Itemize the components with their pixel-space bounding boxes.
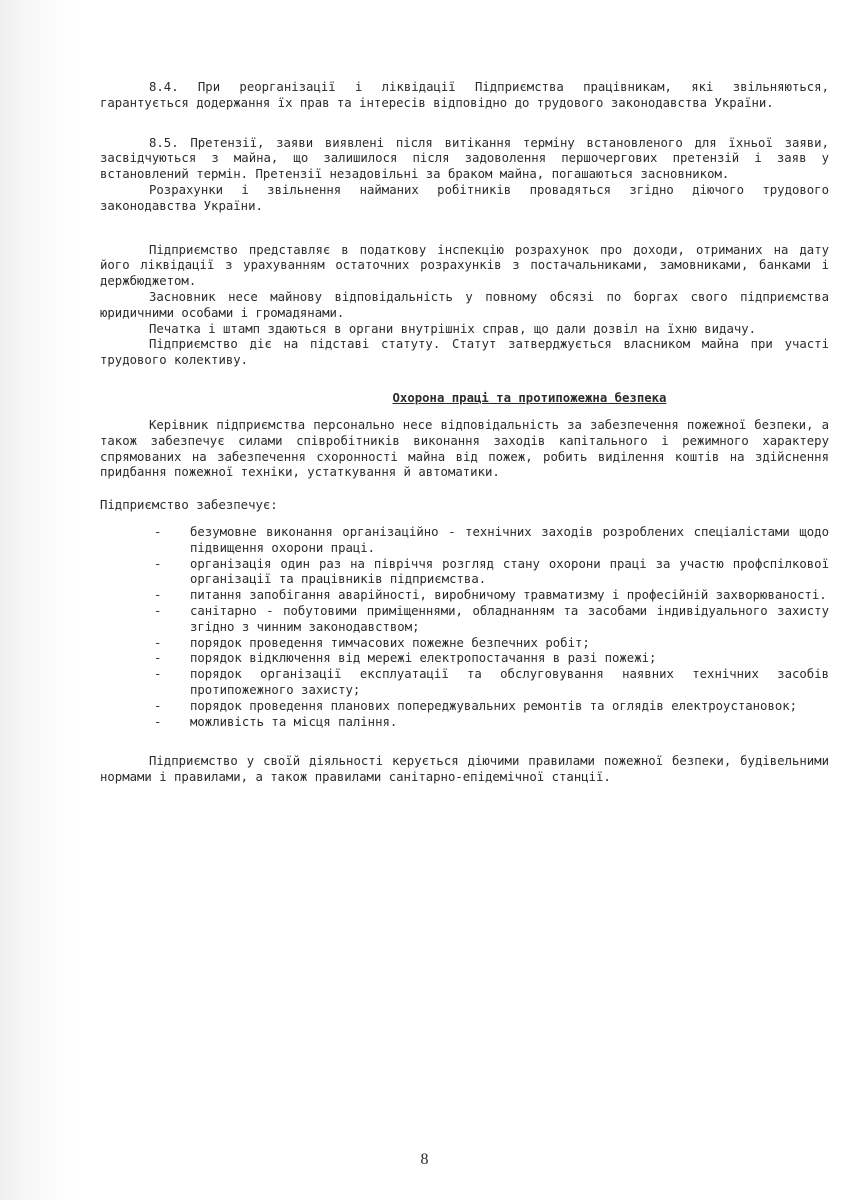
list-item-text: порядок проведення планових попереджувальних ремонтів та оглядів електроустановок; [190,698,798,713]
bullet-dash: - [154,588,162,603]
list-item-text: безумовне виконання організаційно - технічних заходів розроблених спеціалістами щодо підвищення охорони праці. [190,524,829,555]
bullet-dash: - [154,556,162,571]
bullet-dash: - [154,667,162,682]
list-item [100,588,829,604]
bullet-dash: - [154,603,162,618]
paragraph-8-4: 8.4. При реорганізації і ліквідації Підприємства працівникам, які звільняються, гарантується додержання їх прав та інтересів відповідно до трудового законодавства України. [100,80,829,110]
paragraph-seal-stamp: Печатка і штамп здаються в органи внутрішніх справ, що дали дозвіл на їхню видачу. [149,321,757,336]
bullet-dash: - [154,651,162,666]
list-item-text: санітарно - побутовими приміщеннями, обладнанням та засобами індивідуального захисту згідно з чинним законодавством; [190,603,829,634]
list-item-text: порядок проведення тимчасових пожежне безпечних робіт; [190,635,590,650]
provisions-list [100,525,829,730]
bullet-dash: - [154,635,162,650]
list-item [100,667,829,699]
list-item-text: порядок організації експлуатації та обслуговування наявних технічних засобів протипожежного захисту; [190,667,829,697]
paragraph-8-5: 8.5. Претензії, заяви виявлені після витікання терміну встановленого для їхньої заяви, засвідчуються з майна, що залишилося після задоволення першочергових претензій і заяв у встановлений термін. Претензії незадовільні за браком майна, погашаються засновником. [100,135,829,182]
list-item-text: можливість та місця паління. [190,714,398,729]
page-number: 8 [420,1151,429,1168]
list-item-text: організація один раз на півріччя розгляд стану охорони праці за участю профспілкової організації та працівників підприємства. [190,556,829,587]
scan-shadow-edge [0,0,78,1200]
paragraph-governing-rules: Підприємство у своїй діяльності керується діючими правилами пожежної безпеки, будівельними нормами і правилами, а також правилами санітарно-епідемічної станції. [100,754,829,785]
bullet-dash: - [154,698,162,713]
paragraph-manager-responsibility: Керівник підприємства персонально несе відповідальність за забезпечення пожежної безпеки, а також забезпечує силами співробітників виконання заходів капітального і режимного характеру спрямованих на забезпечення схоронності майна від пожеж, робить виділення коштів на здійснення придбання пожежної техніки, устаткування й автоматики. [100,417,829,480]
paragraph-charter: Підприємство діє на підставі статуту. Статут затверджується власником майна при участі трудового колективу. [100,337,829,368]
list-item [100,636,829,652]
paragraph-settlements: Розрахунки і звільнення найманих робітників провадяться згідно діючого трудового законодавства України. [100,182,829,213]
list-item [100,699,829,715]
list-item [100,557,829,589]
paragraph-founder-liability: Засновник несе майнову відповідальність у повному обсязі по боргах свого підприємства юридичними особами і громадянами. [100,289,829,320]
document-page [100,80,829,786]
list-item [100,604,829,636]
list-item [100,525,829,557]
paragraph-tax-report: Підприємство представляє в податкову інспекцію розрахунок про доходи, отриманих на дату його ліквідації з урахуванням остаточних розрахунків з постачальниками, замовниками, банками і держбюджетом. [100,242,829,289]
list-item-text: порядок відключення від мережі електропостачання в разі пожежі; [190,651,657,666]
bullet-dash: - [154,714,162,729]
list-item [100,715,829,731]
paragraph-provides-intro: Підприємство забезпечує: [100,498,278,513]
section-heading-labor-safety: Охорона праці та протипожежна безпека [392,390,667,405]
list-item-text: питання запобігання аварійності, виробничому травматизму і професійній захворюваності. [190,588,827,603]
bullet-dash: - [154,524,162,539]
list-item [100,651,829,667]
